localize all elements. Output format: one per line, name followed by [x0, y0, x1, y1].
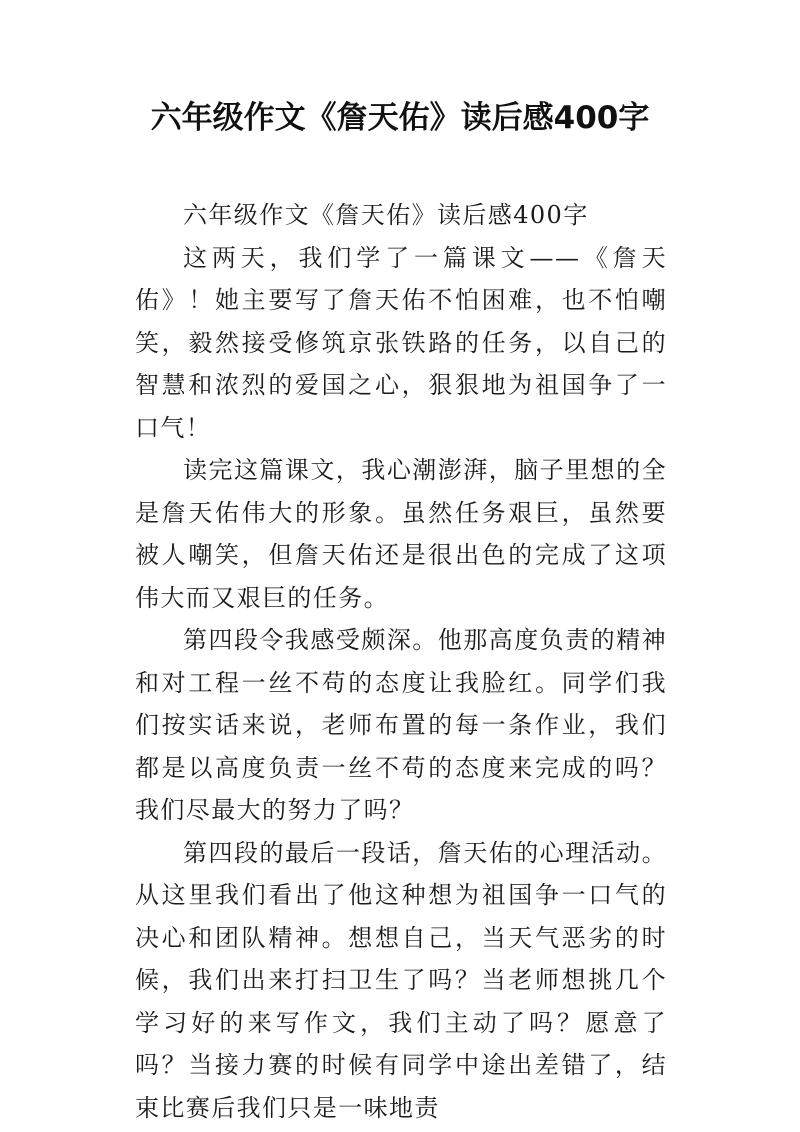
paragraph: 第四段令我感受颇深。他那高度负责的精神和对工程一丝不苟的态度让我脸红。同学们我们按实话来说，老师布置的每一条作业，我们都是以高度负责一丝不苟的态度来完成的吗？我们尽最大的努力了吗？	[135, 626, 667, 824]
document-body	[135, 194, 667, 1129]
paragraph: 读完这篇课文，我心潮澎湃，脑子里想的全是詹天佑伟大的形象。虽然任务艰巨，虽然要被人嘲笑，但詹天佑还是很出色的完成了这项伟大而又艰巨的任务。	[135, 456, 667, 612]
paragraph: 这两天，我们学了一篇课文——《詹天佑》！她主要写了詹天佑不怕困难，也不怕嘲笑，毅然接受修筑京张铁路的任务，以自己的智慧和浓烈的爱国之心，狠狠地为祖国争了一口气！	[135, 243, 667, 442]
document-title: 六年级作文《詹天佑》读后感400字	[150, 100, 650, 136]
paragraph-subtitle: 六年级作文《詹天佑》读后感400字	[183, 201, 589, 229]
paragraph: 第四段的最后一段话，詹天佑的心理活动。从这里我们看出了他这种想为祖国争一口气的决心和团队精神。想想自己，当天气恶劣的时候，我们出来打扫卫生了吗？当老师想挑几个学习好的来写作文，我们主动了吗？愿意了吗？当接力赛的时候有同学中途出差错了，结束比赛后我们只是一味地责	[135, 838, 667, 1122]
